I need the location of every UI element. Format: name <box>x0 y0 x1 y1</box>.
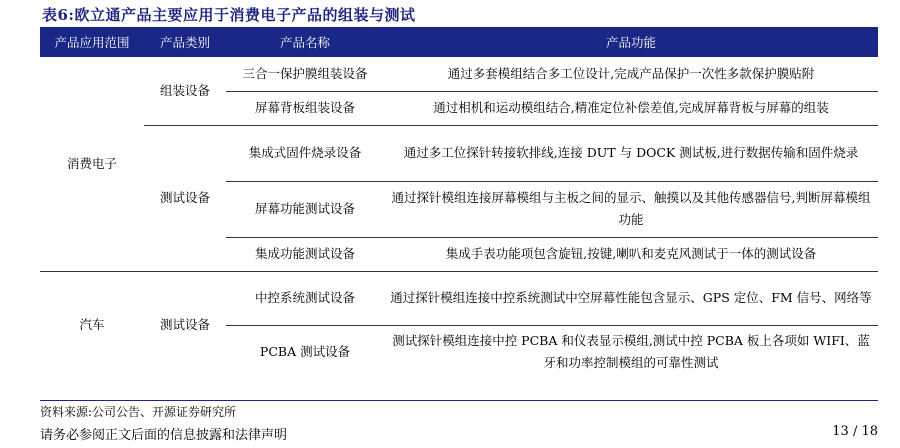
table-row <box>40 271 878 325</box>
table-header-row <box>40 27 878 57</box>
footer-disclaimer: 请务必参阅正文后面的信息披露和法律声明 <box>40 428 288 443</box>
table-title: 表6:欧立通产品主要应用于消费电子产品的组装与测试 <box>42 6 416 24</box>
product-name: 集成式固件烧录设备 <box>226 125 384 181</box>
product-function: 通过多套模组结合多工位设计,完成产品保护一次性多款保护膜贴附 <box>384 57 878 91</box>
product-name: 屏幕功能测试设备 <box>226 181 384 237</box>
group-consumer-electronics: 消费电子 <box>40 57 144 271</box>
product-function: 通过多工位探针转接软排线,连接 DUT 与 DOCK 测试板,进行数据传输和固件烧录 <box>384 125 878 181</box>
product-function: 集成手表功能项包含旋钮,按键,喇叭和麦克风测试于一体的测试设备 <box>384 237 878 271</box>
product-function: 通过相机和运动模组结合,精准定位补偿差值,完成屏幕背板与屏幕的组装 <box>384 91 878 125</box>
header-product-name: 产品名称 <box>226 27 384 57</box>
product-name: PCBA 测试设备 <box>259 344 351 360</box>
product-function: 测试探针模组连接中控 PCBA 和仪表显示模组,测试中控 PCBA 板上各项如 WIFI、蓝牙和功率控制模组的可靠性测试 <box>392 333 870 371</box>
product-function: 通过探针模组连接中控系统测试中空屏幕性能包含显示、GPS 定位、FM 信号、网络等 <box>384 271 878 325</box>
product-name: 中控系统测试设备 <box>226 271 384 325</box>
category-test-consumer: 测试设备 <box>144 125 226 271</box>
header-product-function: 产品功能 <box>384 27 878 57</box>
source-note: 资料来源:公司公告、开源证券研究所 <box>40 405 237 419</box>
category-test-auto: 测试设备 <box>159 317 210 333</box>
product-function: 通过探针模组连接屏幕模组与主板之间的显示、触摸以及其他传感器信号,判断屏幕模组功能 <box>384 181 878 237</box>
header-application: 产品应用范围 <box>40 27 144 57</box>
product-name: 集成功能测试设备 <box>226 237 384 271</box>
page-number: 13 / 18 <box>832 424 878 439</box>
product-name: 屏幕背板组装设备 <box>226 91 384 125</box>
table-row <box>40 57 878 91</box>
product-name: 三合一保护膜组装设备 <box>226 57 384 91</box>
group-automotive: 汽车 <box>79 317 105 333</box>
table-row <box>40 125 878 181</box>
header-category: 产品类别 <box>144 27 226 57</box>
product-table <box>40 27 878 379</box>
table-bottom-rule <box>40 400 878 401</box>
page-footer <box>40 424 878 443</box>
category-assembly: 组装设备 <box>144 57 226 125</box>
